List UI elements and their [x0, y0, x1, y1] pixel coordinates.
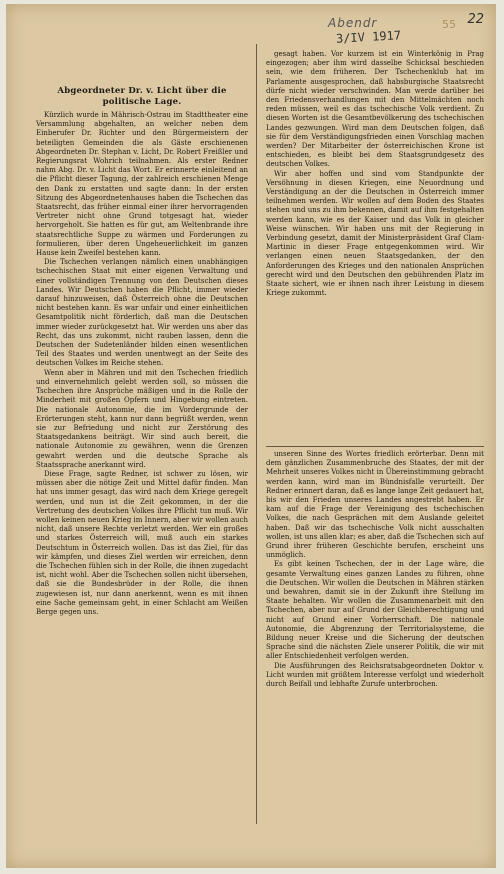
right-column [266, 50, 484, 822]
handwritten-note: Abendr [328, 16, 378, 30]
article-headline: Abgeordneter Dr. v. Licht über die politische Lage. [57, 86, 227, 107]
newspaper-clipping [6, 4, 496, 868]
left-column-body [36, 111, 248, 841]
right-column-bottom [266, 450, 484, 822]
corner-mark: 22 [467, 12, 484, 27]
paragraph: Die Tschechen verlangen nämlich einen unabhängigen tschechischen Staat mit einer eigenen Verwaltung und einer vollständigen Trennung von den Deutschen dieses Landes. Wir Deutschen haben die Pflicht, immer wieder darauf hinzuweisen, daß Österreich ohne die Deutschen nicht bestehen kann. Es war unfair und einer einheitlichen Gesamtpolitik nicht förderlich, daß man die Deutschen immer wieder zurückgesetzt hat. Wir werden uns aber das Recht, das uns zukommt, nicht rauben lassen, denn die Deutschen der Sudetenländer bilden einen wesentlichen Teil des Staates und werden unentwegt an der Seite des deutschen Volkes im Reiche stehen. [36, 258, 248, 368]
paragraph: unseren Sinne des Wortes friedlich erörterbar. Denn mit dem gänzlichen Zusammenbruche des Staates, der mit der Mehrheit unseres Volkes nicht in Übereinstimmung gebracht werden kann, wird man im Bündnisfalle verurteilt. Der Redner erinnert daran, daß es lange lange Zeit gedauert hat, bis wir den Frieden unseres Landes angestrebt haben. Er kam auf die Frage der Vereinigung des tschechischen Volkes, die nach Gesprächen mit dem Auslande geleitet haben. Daß wir das tschechische Volk nicht ausschalten wollen, ist uns allen klar; es aber, daß die Tschechen sich auf Grund ihrer früheren Geschichte berufen, erscheint uns unmöglich. [266, 450, 484, 560]
corner-mark-faint: 55 [442, 18, 456, 31]
paragraph: gesagt haben. Vor kurzem ist ein Winterkönig in Prag eingezogen; aber ihm wird dasselbe Schicksal beschieden sein, wie dem früheren. Der Tschechenklub hat im Parlamente ausgesprochen, daß habsburgische Staatsrecht dürfe nicht wieder verschwinden. Man werde darüber bei den Friedensverhandlungen mit den Mittelmächten noch reden müssen, weil es das tschechische Volk verdient. Zu diesen Worten ist die Gesamtbevölkerung des tschechischen Landes gezwungen. Wird man dem Deutschen folgen, daß sie für dem Verständigungsfrieden einen Vorschlag machen werden? Der Mitarbeiter der österreichischen Krone ist entschieden, es bleibt bei dem Staatsgrundgesetz des deutschen Volkes. [266, 50, 484, 169]
section-rule [266, 446, 484, 447]
paragraph: Wir aber hoffen und sind vom Standpunkte der Versöhnung in diesen Kriegen, eine Neuordnung und Verständigung an der die Deutschen in Österreich immer teilnehmen werden. Wir wollen auf dem Boden des Staates stehen und uns zu ihm bekennen, damit auf ihm festgehalten werden kann, wie es der Kaiser und das Volk in gleicher Weise wünschen. Wir haben uns mit der Regierung in Verbindung gesetzt, damit der Ministerpräsident Graf Clam-Martinic in dieser Frage entgegenkommen wird. Wir verlangen einen neuen Staatsgedanken, der den Anforderungen des Krieges und den nationalen Ansprüchen gerecht wird und den Deutschen den gebührenden Platz im Staate sichert, wie er ihnen nach ihrer Leistung in diesem Kriege zukommt. [266, 169, 484, 298]
paragraph: Diese Frage, sagte Redner, ist schwer zu lösen, wir müssen aber die nötige Zeit und Mittel dafür finden. Man hat uns immer gesagt, das wird nach dem Kriege geregelt werden, und nun ist die Zeit gekommen, in der die Vertretung des deutschen Volkes ihre Pflicht tun muß. Wir wollen keinen neuen Krieg im Innern, aber wir wollen auch nicht, daß unsere Rechte verletzt werden. Wer ein großes und starkes Österreich will, muß auch ein starkes Deutschtum in Österreich wollen. Das ist das Ziel, für das wir kämpfen, und dieses Ziel werden wir erreichen, denn die Tschechen fühlen sich in der Rolle, die ihnen zugedacht ist, nicht wohl. Aber die Tschechen sollen nicht übersehen, daß sie die Bundesbrüder in der Rolle, die ihnen zugewiesen ist, nur dann anerkennt, wenn es mit ihnen eine Sache gemeinsam geht, in einer Schlacht am Weißen Berge gegen uns. [36, 469, 248, 616]
left-column [36, 86, 248, 841]
paragraph: Die Ausführungen des Reichsratsabgeordneten Doktor v. Licht wurden mit größtem Interesse verfolgt und wiederholt durch Beifall und lebhafte Zurufe unterbrochen. [266, 661, 484, 689]
paragraph: Wenn aber in Mähren und mit den Tschechen friedlich und einvernehmlich gelebt werden soll, so müssen die Tschechen ihre Ansprüche mäßigen und in die Rolle der Minderheit mit großen Opfern und Hingebung eintreten. Die nationale Autonomie, die im Vordergrunde der Erörterungen steht, kann nur dann begrüßt werden, wenn sie zur Befriedung und nicht zur Zerstörung des Staatsgedankens beiträgt. Wir sind auch bereit, die nationale Autonomie zu gewähren, wenn die Grenzen gewahrt werden und die deutsche Sprache als Staatssprache anerkannt wird. [36, 368, 248, 469]
paragraph: Es gibt keinen Tschechen, der in der Lage wäre, die gesamte Verwaltung eines ganzen Landes zu führen, ohne die Deutschen. Wir wollen die Deutschen in Mähren stärken und bewahren, damit sie in der Zukunft ihre Stellung im Staate behalten. Wir wollen die Zusammenarbeit mit den Tschechen, aber nur auf Grund der Gleichberechtigung und nicht auf Grund einer Vorherrschaft. Die nationale Autonomie, die Abgrenzung der Territorialsysteme, die Bildung neuer Kreise und die Sicherung der deutschen Sprache sind die nächsten Ziele unserer Politik, die wir mit aller Entschiedenheit verfolgen werden. [266, 560, 484, 661]
date-stamp: 3/IV 1917 [335, 28, 402, 46]
column-divider [256, 44, 257, 824]
paragraph: Kürzlich wurde in Mährisch-Ostrau im Stadttheater eine Versammlung abgehalten, an welcher neben dem Einberufer Dr. Richter und den Bürgermeistern der beteiligten Gemeinden die als Gäste erschienenen Abgeordneten Dr. Stephan v. Licht, Dr. Robert Freißler und Regierungsrat Wohrich teilnahmen. Als erster Redner nahm Abg. Dr. v. Licht das Wort. Er erinnerte einleitend an die Pflicht dieser Tagung, der zahlreich erschienen Menge den Dank zu erstatten und sagte dann: In der ersten Sitzung des Abgeordnetenhauses haben die Tschechen das Staatsrecht, das früher einmal einer ihrer hervorragenden Vertreter nicht ohne Grund totgesagt hat, wieder hervorgeholt. Sie hatten es für gut, am Weltenbrande ihre staatsrechtliche Suppe zu wärmen und Forderungen zu formulieren, über deren Ungeheuerlichkeit im ganzen Hause kein Zweifel bestehen kann. [36, 111, 248, 258]
right-column-top [266, 50, 484, 442]
